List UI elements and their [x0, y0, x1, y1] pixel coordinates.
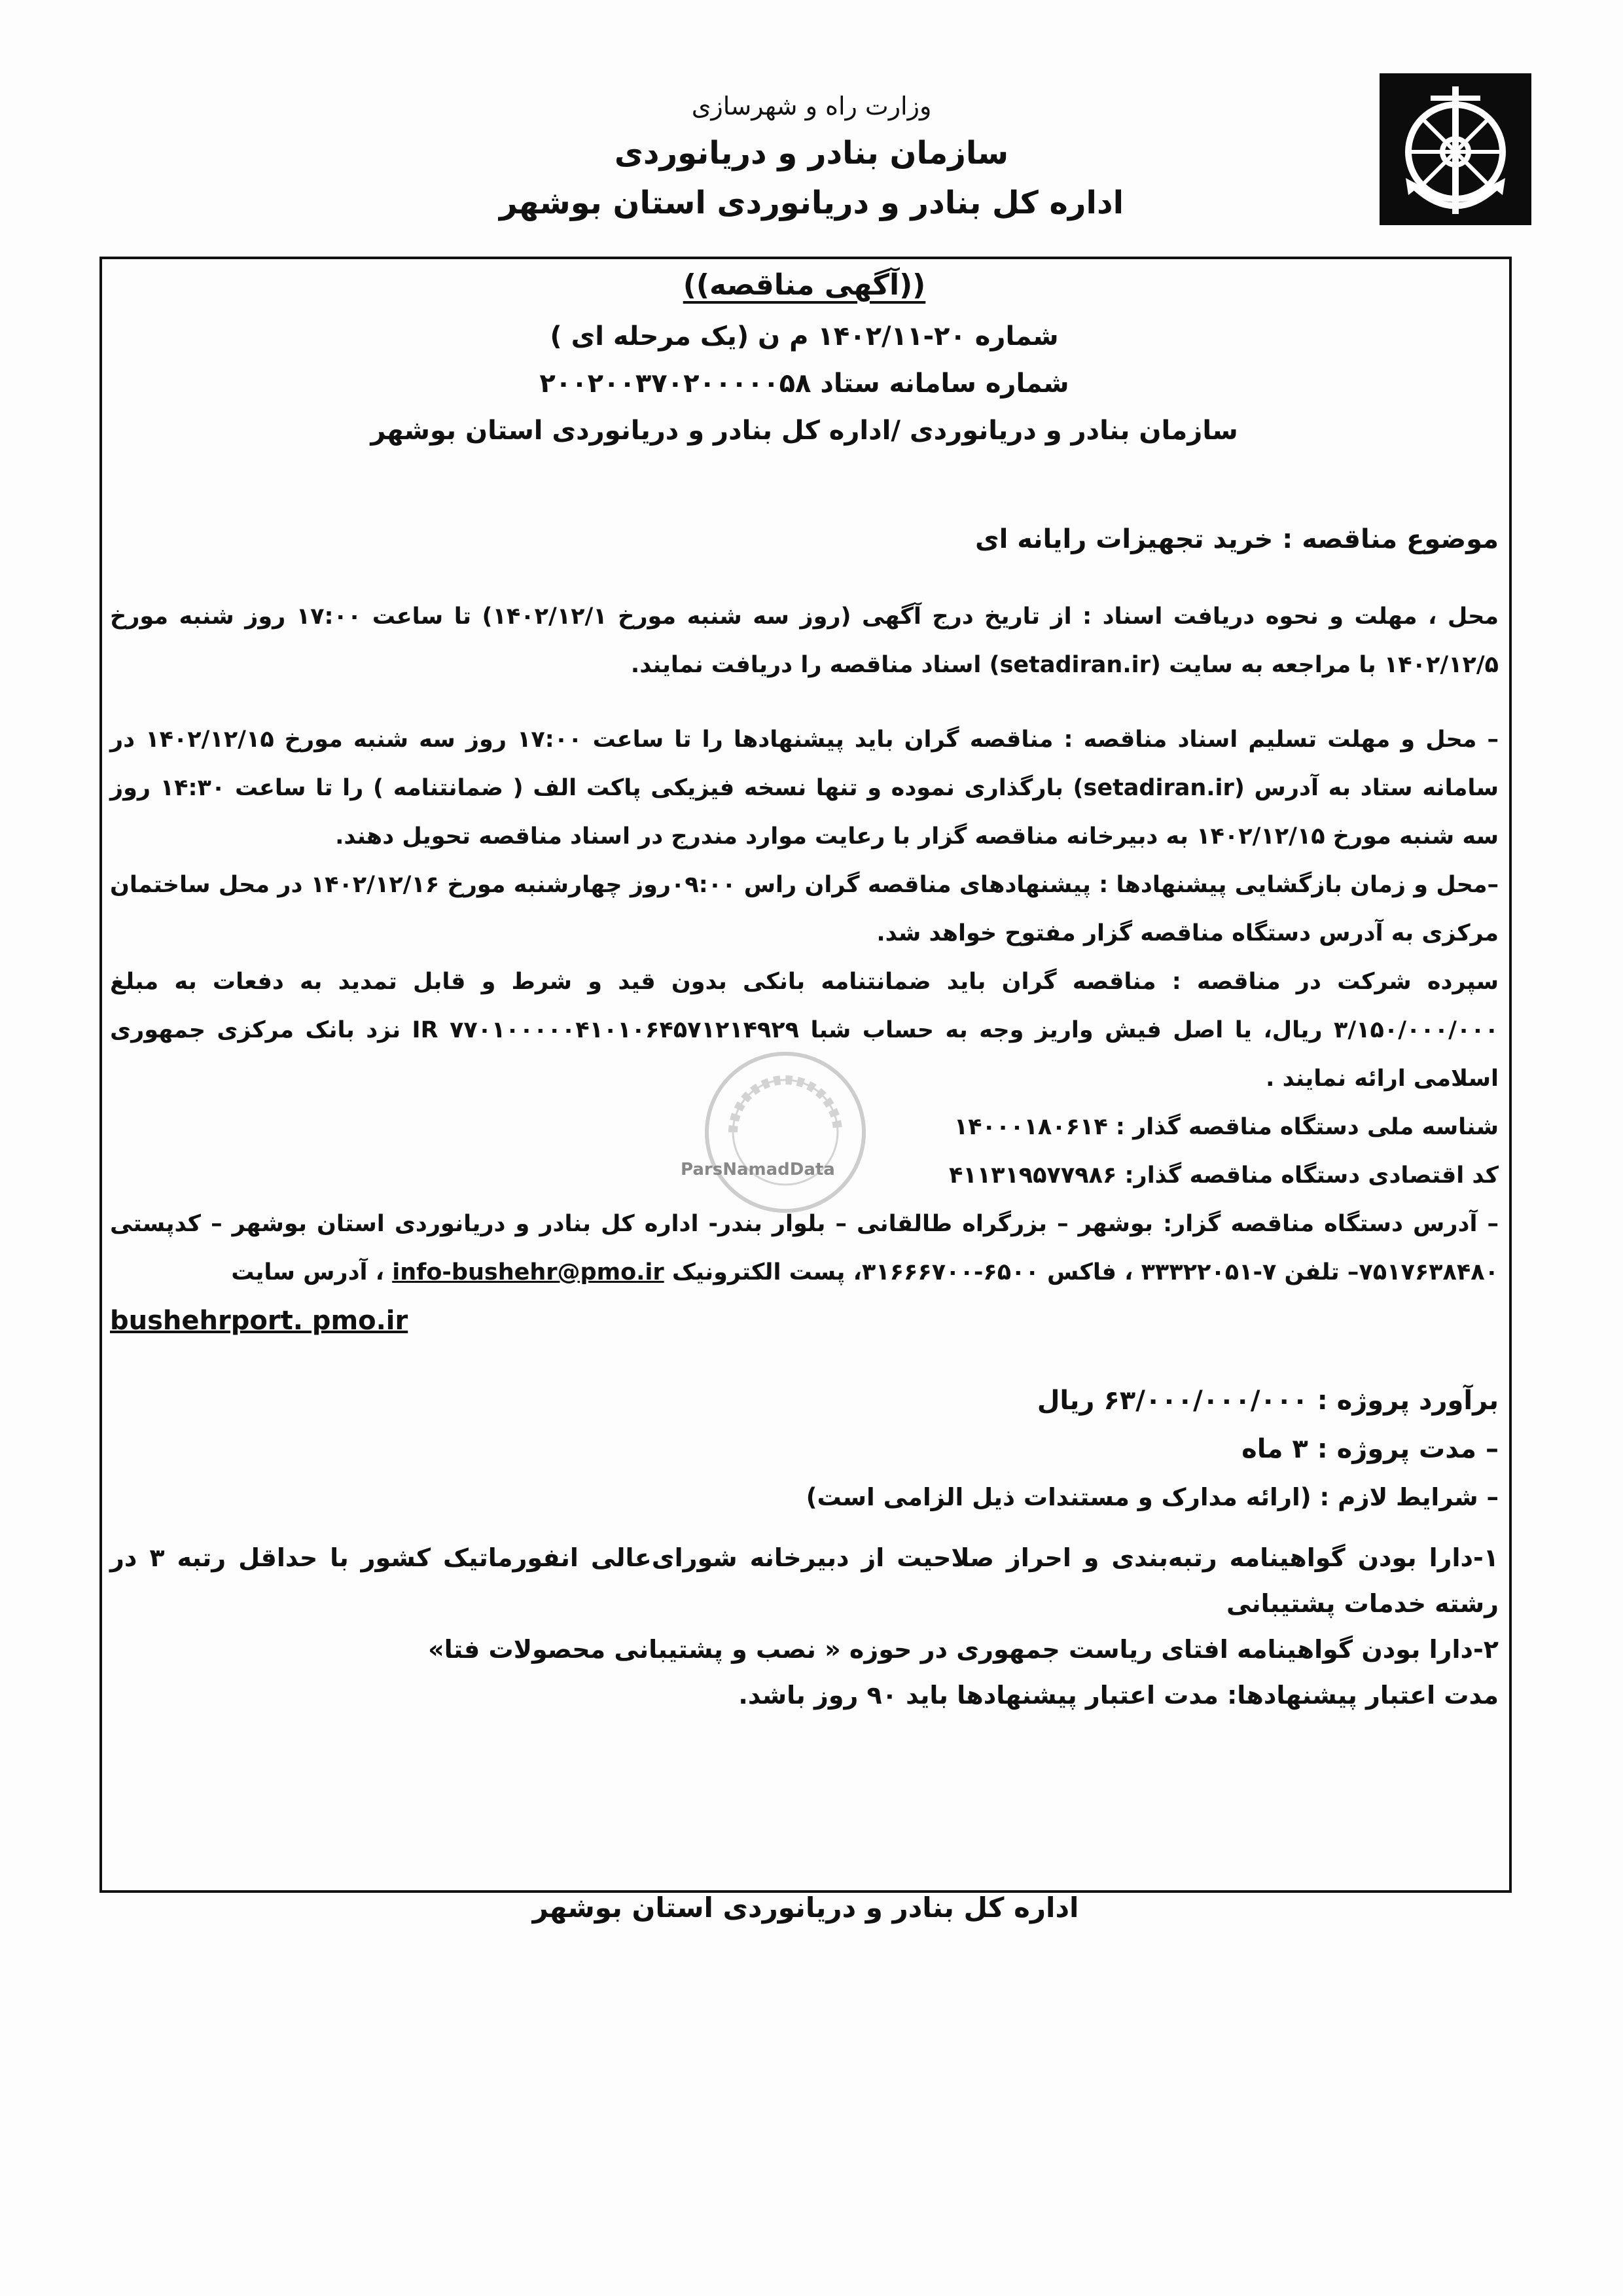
opening-text: پیشنهادهای مناقصه گران راس ۰۹:۰۰روز چهارشنبه مورخ ۱۴۰۲/۱۲/۱۶ در محل ساختمان مرکزی به آدرس دستگاه مناقصه گزار مفتوح خواهد شد.	[110, 872, 1499, 946]
docs-receipt-text: از تاریخ درج آگهی (روز سه شنبه مورخ ۱۴۰۲/۱۲/۱) تا ساعت ۱۷:۰۰ روز شنبه مورخ ۱۴۰۲/۱۲/۵ با مراجعه به سایت (setadiran.ir) اسناد مناقصه را دریافت نمایند.	[110, 603, 1499, 678]
docs-submit-label: – محل و مهلت تسلیم اسناد مناقصه :	[1063, 726, 1499, 753]
docs-submit	[110, 715, 1499, 861]
deposit-text: مناقصه گران باید ضمانتنامه بانکی بدون قید و شرط و قابل تمدید به دفعات به مبلغ ۳/۱۵۰/۰۰۰/۰۰۰ ریال، یا اصل فیش واریز وجه به حساب شبا IR ۷۷۰۱۰۰۰۰۰۴۱۰۱۰۶۴۵۷۱۲۱۴۹۲۹ نزد بانک مرکزی جمهوری اسلامی ارائه نمایند .	[110, 969, 1499, 1092]
tender-number: شماره ۲۰-۱۴۰۲/۱۱ م ن (یک مرحله ای )	[550, 321, 1059, 351]
opening-label: –محل و زمان بازگشایی پیشنهادها :	[1099, 872, 1499, 898]
address	[110, 1200, 1499, 1297]
notice-title	[110, 268, 1499, 302]
docs-submit-text: مناقصه گران باید پیشنهادها را تا ساعت ۱۷:۰۰ روز سه شنبه مورخ ۱۴۰۲/۱۲/۱۵ در سامانه ستاد به آدرس (setadiran.ir) بارگذاری نموده و تنها نسخه فیزیکی پاکت الف ( ضمانتنامه ) را تا ساعت ۱۴:۳۰ روز سه شنبه مورخ ۱۴۰۲/۱۲/۱۵ به دبیرخانه مناقصه گزار با رعایت موارد مندرج در اسناد مناقصه تحویل دهند.	[110, 726, 1499, 850]
requirement-item: ۱-دارا بودن گواهینامه رتبه‌بندی و احراز صلاحیت از دبیرخانه شورای‌عالی انفورماتیک کشور با حداقل رتبه ۳ در رشته خدمات پشتیبانی	[110, 1543, 1499, 1618]
site-label: ، آدرس سایت	[231, 1259, 393, 1285]
address-label: – آدرس دستگاه مناقصه گزار:	[1163, 1211, 1499, 1237]
email-link[interactable]: info-bushehr@pmo.ir	[392, 1259, 664, 1285]
setad-number: شماره سامانه ستاد ۲۰۰۲۰۰۳۷۰۲۰۰۰۰۰۵۸	[539, 368, 1069, 399]
watermark-text: ParsNamadData	[681, 1160, 835, 1179]
project-budget: برآورد پروژه : ۶۳/۰۰۰/۰۰۰/۰۰۰ ریال	[1037, 1386, 1499, 1416]
address-text: بوشهر – بزرگراه طالقانی – بلوار بندر- اداره کل بنادر و دریانوردی استان بوشهر – کدپستی ۷۵۱۷۶۳۸۴۸۰– تلفن ۷-۳۳۳۲۲۰۵۱ ، فاکس ۶۵۰۰-۳۱۶۶۶۷۰۰، پست الکترونیک	[110, 1211, 1499, 1285]
project-duration: – مدت پروژه : ۳ ماه	[1241, 1434, 1499, 1464]
national-id: شناسه ملی دستگاه مناقصه گذار : ۱۴۰۰۰۱۸۰۶۱۴	[954, 1114, 1499, 1140]
letterhead	[327, 79, 1296, 221]
issuer-line: سازمان بنادر و دریانوردی /اداره کل بنادر و دریانوردی استان بوشهر	[370, 416, 1238, 446]
economic-code: کد اقتصادی دستگاه مناقصه گذار: ۴۱۱۳۱۹۵۷۷۹۸۶	[949, 1162, 1499, 1189]
requirement-item: ۲-دارا بودن گواهینامه افتای ریاست جمهوری در حوزه « نصب و پشتیبانی محصولات فتا»	[428, 1635, 1499, 1664]
tender-subject: موضوع مناقصه : خرید تجهیزات رایانه ای	[974, 524, 1499, 554]
footer-department: اداره کل بنادر و دریانوردی استان بوشهر	[532, 1892, 1079, 1924]
deposit	[110, 958, 1499, 1103]
ports-organization-logo	[1380, 73, 1531, 225]
anchor-wheel-icon	[1380, 73, 1531, 225]
offer-validity: مدت اعتبار پیشنهادها: مدت اعتبار پیشنهادها باید ۹۰ روز باشد.	[738, 1681, 1499, 1710]
notice-body	[110, 268, 1499, 1718]
docs-receipt-label: محل ، مهلت و نحوه دریافت اسناد :	[1082, 603, 1499, 630]
site-line	[110, 1297, 1499, 1345]
website-link[interactable]: bushehrport. pmo.ir	[110, 1306, 408, 1336]
department-name: اداره کل بنادر و دریانوردی استان بوشهر	[499, 185, 1124, 221]
requirements-title: – شرایط لازم : (ارائه مدارک و مستندات ذیل الزامی است)	[806, 1483, 1499, 1511]
docs-receipt	[110, 592, 1499, 689]
notice-title-text: ((آگهی مناقصه))	[683, 268, 926, 302]
organization-name: سازمان بنادر و دریانوردی	[614, 135, 1009, 171]
deposit-label: سپرده شرکت در مناقصه :	[1171, 969, 1499, 995]
ministry-name: وزارت راه و شهرسازی	[691, 92, 932, 120]
opening	[110, 861, 1499, 958]
